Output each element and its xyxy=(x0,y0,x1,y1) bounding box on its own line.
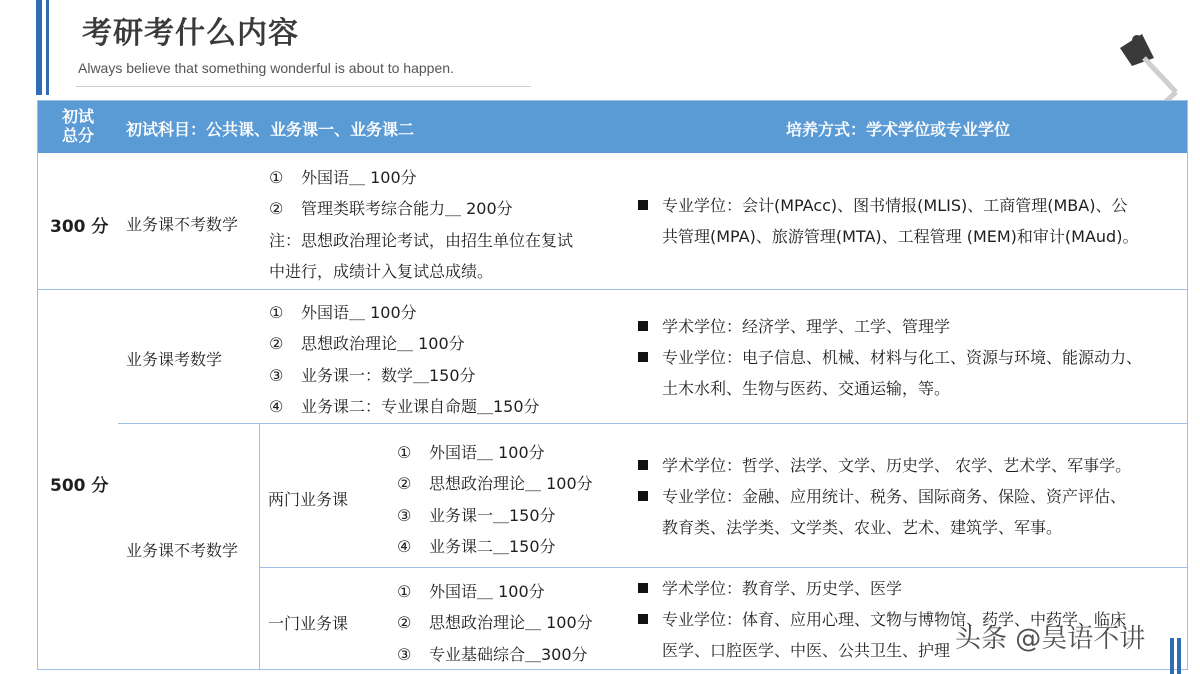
list-item: ① 外国语＿ 100分 xyxy=(397,443,545,462)
header-total-line1: 初试 xyxy=(61,107,94,126)
note-line1: 注：思想政治理论考试，由招生单位在复试 xyxy=(269,231,574,250)
bullet-square-icon xyxy=(638,352,648,362)
list-item: ④ 业务课二＿150分 xyxy=(397,537,556,556)
list-item: ② 思想政治理论＿ 100分 xyxy=(269,334,465,353)
list-item: ③ 专业基础综合＿300分 xyxy=(397,645,588,664)
header-total-score xyxy=(48,107,108,145)
category-no-math-300: 业务课不考数学 xyxy=(126,215,239,234)
category-no-math-500: 业务课不考数学 xyxy=(126,541,239,560)
watermark: 头条 @昊语不讲 xyxy=(955,624,1146,654)
note-line2: 中进行，成绩计入复试总成绩。 xyxy=(269,262,494,281)
list-item: ① 外国语＿ 100分 xyxy=(269,303,417,322)
accent-bar-thin xyxy=(46,0,49,95)
bullets-math: 学术学位：经济学、理学、工学、管理学 专业学位：电子信息、机械、材料与化工、资源与环境、能源动力、 土木水利、生物与医药、交通运输，等。 xyxy=(638,311,1142,404)
bullet-professional: 专业学位：会计(MPAcc)、图书情报(MLIS)、工商管理(MBA)、公 共管理(MPA)、旅游管理(MTA)、工程管理 (MEM)和审计(MAud)。 xyxy=(638,190,1138,252)
bullet-square-icon xyxy=(638,200,648,210)
accent-bar xyxy=(36,0,42,95)
list-item: ② 管理类联考综合能力＿ 200分 xyxy=(269,199,513,218)
list-item: ③ 业务课一：数学＿150分 xyxy=(269,366,476,385)
bullet-square-icon xyxy=(638,321,648,331)
list-item: ③ 业务课一＿150分 xyxy=(397,506,556,525)
accent-bar xyxy=(1177,638,1181,674)
page-subtitle: Always believe that something wonderful is about to happen. xyxy=(78,60,454,76)
page-title: 考研考什么内容 xyxy=(82,16,299,51)
list-item: ② 思想政治理论＿ 100分 xyxy=(397,474,593,493)
list-item: ④ 业务课二：专业课自命题＿150分 xyxy=(269,397,540,416)
bullets-one-subject: 学术学位：教育学、历史学、医学 专业学位：体育、应用心理、文物与博物馆、药学、中药学、临床 医学、口腔医学、中医、公共卫生、护理 xyxy=(638,573,1126,666)
list-item: ① 外国语＿ 100分 xyxy=(397,582,545,601)
header-training-mode: 培养方式：学术学位或专业学位 xyxy=(786,120,1011,139)
subtitle-divider xyxy=(76,86,531,87)
header-subjects: 初试科目：公共课、业务课一、业务课二 xyxy=(126,120,415,139)
divider xyxy=(118,423,1187,424)
bullet-square-icon xyxy=(638,491,648,501)
category-math: 业务课考数学 xyxy=(126,350,223,369)
two-subjects-label: 两门业务课 xyxy=(268,490,349,509)
list-item: ② 思想政治理论＿ 100分 xyxy=(397,613,593,632)
one-subject-label: 一门业务课 xyxy=(268,614,349,633)
table-header xyxy=(38,101,1187,153)
bullet-square-icon xyxy=(638,583,648,593)
bullet-square-icon xyxy=(638,614,648,624)
list-item: ① 外国语＿ 100分 xyxy=(269,168,417,187)
score-500: 500 分 xyxy=(50,476,109,496)
divider xyxy=(38,289,1187,290)
divider xyxy=(259,567,1187,568)
score-300: 300 分 xyxy=(50,217,109,237)
bullet-square-icon xyxy=(638,460,648,470)
divider xyxy=(259,423,260,669)
header-total-line2: 总分 xyxy=(61,126,94,145)
exam-content-table xyxy=(37,100,1188,670)
accent-bar xyxy=(1170,638,1174,674)
bullets-two-subjects: 学术学位：哲学、法学、文学、历史学、 农学、艺术学、军事学。 专业学位：金融、应用统计、税务、国际商务、保险、资产评估、 教育类、法学类、文学类、农业、艺术、建筑学、军事。 xyxy=(638,450,1131,543)
